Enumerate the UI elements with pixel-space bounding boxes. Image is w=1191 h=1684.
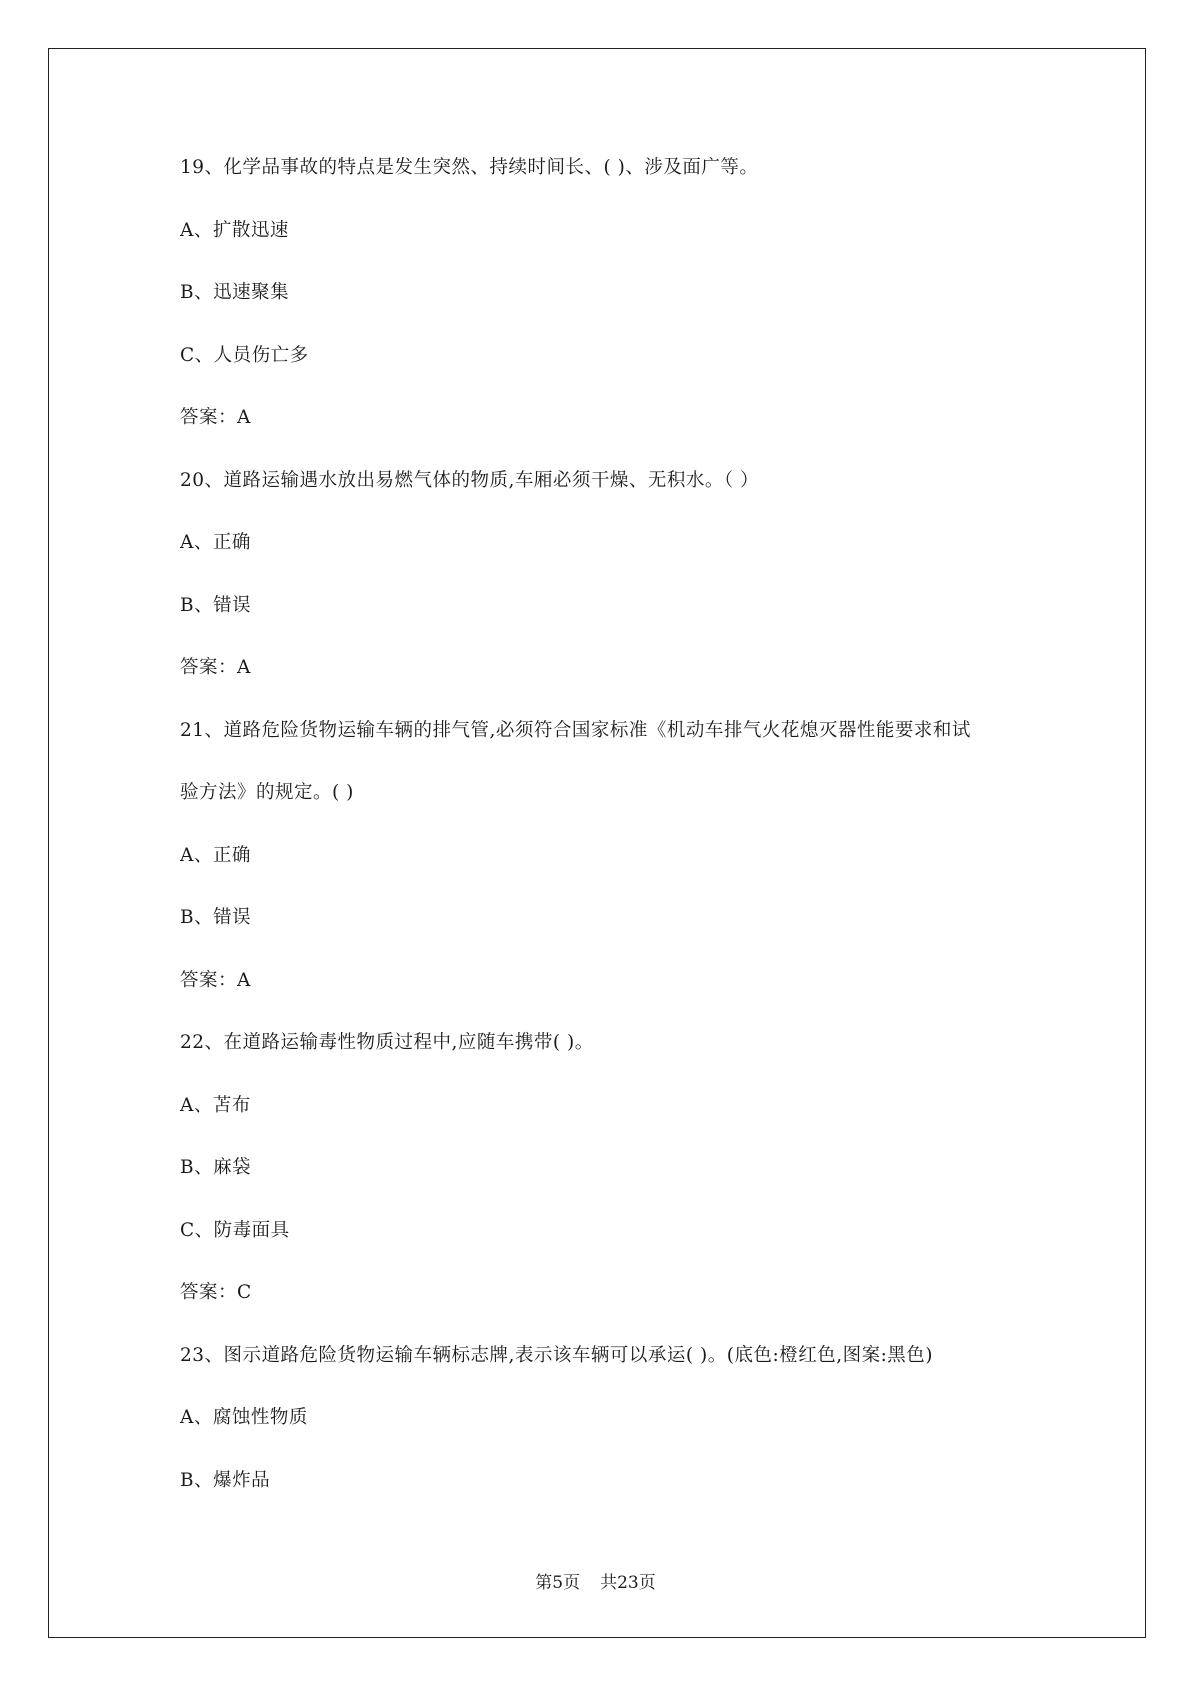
option-23-a: A、腐蚀性物质 bbox=[180, 1407, 308, 1428]
option-22-a: A、苫布 bbox=[180, 1094, 251, 1116]
answer-22: 答案：C bbox=[180, 1282, 252, 1303]
page-number: 第5页 bbox=[535, 1573, 581, 1593]
question-21-line-2: 验方法》的规定。( ) bbox=[180, 782, 354, 803]
option-20-b: B、错误 bbox=[180, 594, 252, 616]
answer-19: 答案：A bbox=[180, 407, 251, 428]
option-22-c: C、防毒面具 bbox=[180, 1219, 290, 1241]
page-footer bbox=[0, 1572, 1191, 1594]
question-20: 20、道路运输遇水放出易燃气体的物质,车厢必须干燥、无积水。（ ） bbox=[180, 469, 760, 491]
answer-20: 答案：A bbox=[180, 657, 251, 678]
option-19-c: C、人员伤亡多 bbox=[180, 344, 309, 366]
question-21-line-1: 21、道路危险货物运输车辆的排气管,必须符合国家标准《机动车排气火花熄灭器性能要求和试 bbox=[180, 719, 971, 741]
option-19-b: B、迅速聚集 bbox=[180, 282, 290, 303]
question-22: 22、在道路运输毒性物质过程中,应随车携带( )。 bbox=[180, 1032, 594, 1053]
document-body bbox=[180, 155, 1060, 1530]
option-21-b: B、错误 bbox=[180, 907, 252, 928]
page-total: 共23页 bbox=[600, 1573, 656, 1593]
answer-21: 答案：A bbox=[180, 969, 251, 991]
option-21-a: A、正确 bbox=[180, 844, 251, 866]
question-23: 23、图示道路危险货物运输车辆标志牌,表示该车辆可以承运( )。(底色:橙红色,图案:黑色) bbox=[180, 1344, 934, 1366]
option-22-b: B、麻袋 bbox=[180, 1157, 252, 1178]
option-20-a: A、正确 bbox=[180, 532, 251, 553]
option-23-b: B、爆炸品 bbox=[180, 1469, 271, 1491]
option-19-a: A、扩散迅速 bbox=[180, 219, 289, 241]
question-19: 19、化学品事故的特点是发生突然、持续时间长、( )、涉及面广等。 bbox=[180, 157, 759, 178]
